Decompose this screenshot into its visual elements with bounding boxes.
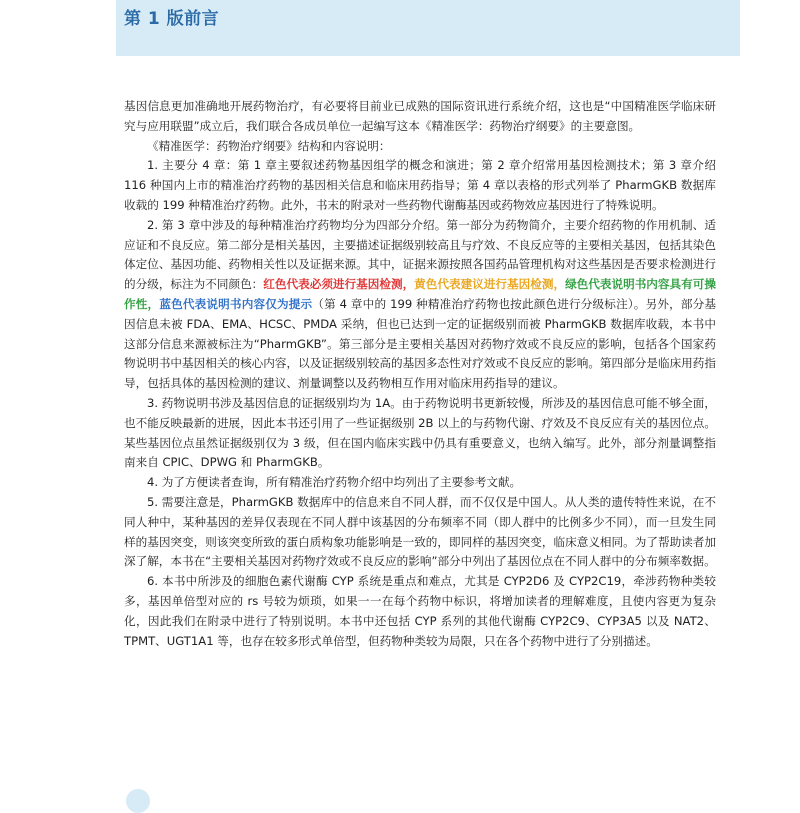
paragraph-item-4: 4. 为了方便读者查询，所有精准治疗药物介绍中均列出了主要参考文献。: [147, 475, 522, 490]
legend-red-text: 红色代表必须进行基因检测: [263, 277, 403, 292]
legend-sep-3: ，: [147, 296, 160, 311]
paragraph-item-6: 6. 本书中所涉及的细胞色素代谢酶 CYP 系统是重点和难点，尤其是 CYP2D6 及 CYP2C19，牵涉药物种类较多，基因单倍型对应的 rs 号较为烦琐，如果一一在每个药物中标识，将增加读者的理解难度，且使内容更为复杂化，因此我们在附录中进行了特别说明。本书中还包括 CYP 系列的其他代谢酶 CYP2C9、CYP3A5 以及 NAT2、TPMT、UGT1A1 等，也存在较多形式单倍型，但药物种类较为局限，只在各个药物中进行了分别描述。: [124, 574, 716, 648]
legend-green-text: 绿色代表说明书内容具有可操作性: [124, 277, 716, 311]
legend-sep-2: ，: [553, 277, 566, 292]
paragraph-item-1: 1. 主要分 4 章：第 1 章主要叙述药物基因组学的概念和演进；第 2 章介绍常用基因检测技术；第 3 章介绍 116 种国内上市的精准治疗药物的基因相关信息和临床用药指导；第 4 章以表格的形式列举了 PharmGKB 数据库收载的 199 种精准治疗药物。此外，书末的附录对一些药物代谢酶基因或药物效应基因进行了特殊说明。: [124, 158, 716, 212]
paragraph-item-2: [124, 216, 716, 394]
paragraph-intro: 基因信息更加准确地开展药物治疗，有必要将目前业已成熟的国际资讯进行系统介绍，这也是“中国精准医学临床研究与应用联盟”成立后，我们联合各成员单位一起编写这本《精准医学：药物治疗纲要》的主要意图。: [124, 99, 716, 133]
paragraph-item-5: 5. 需要注意是，PharmGKB 数据库中的信息来自不同人群，而不仅仅是中国人。从人类的遗传特性来说，在不同人种中，某种基因的差异仅表现在不同人群中该基因的分布频率不同（即人群中的比例多少不同），而一旦发生同样的基因突变，则该突变所致的蛋白质构象功能影响是一致的，即同样的基因突变，临床意义相同。为了帮助读者加深了解，本书在“主要相关基因对药物疗效或不良反应的影响”部分中列出了基因位点在不同人群中的分布频率数据。: [124, 494, 716, 569]
item-2-text-a: 2. 第 3 章中涉及的每种精准治疗药物均分为四部分介绍。第一部分为药物简介，主要介绍药物的作用机制、适应证和不良反应。第二部分是相关基因，主要描述证据级别较高且与疗效、不良反应等的主要相关基因，包括其染色体定位、基因功能、药物相关性以及证据来源。其中，证据来源按照各国药品管理机构对这些基因是否要求检测进行的分级，标注为不同颜色：: [124, 217, 716, 292]
page-title: 第 1 版前言: [124, 9, 220, 29]
legend-yellow-text: 黄色代表建议进行基因检测: [414, 277, 554, 292]
item-2-text-b: （第 4 章中的 199 种精准治疗药物也按此颜色进行分级标注）。另外，部分基因信息未被 FDA、EMA、HCSC、PMDA 采纳，但也已达到一定的证据级别而被 PharmGKB 数据库收载，本书中这部分信息来源被标注为“PharmGKB”。第三部分是主要相关基因对药物疗效或不良反应的影响，包括各个国家药物说明书中基因相关的核心内容，以及证据级别较高的基因多态性对疗效或不良反应的影响。第四部分是临床用药指导，包括具体的基因检测的建议、剂量调整以及药物相互作用对临床用药指导的建议。: [124, 296, 716, 391]
page-corner-decoration: [126, 789, 150, 813]
preface-body: [124, 97, 716, 651]
legend-blue-text: 蓝色代表说明书内容仅为提示: [159, 296, 313, 311]
legend-sep-1: ，: [402, 277, 415, 292]
paragraph-item-3: 3. 药物说明书涉及基因信息的证据级别均为 1A。由于药物说明书更新较慢，所涉及的基因信息可能不够全面，也不能反映最新的进展，因此本书还引用了一些证据级别 2B 以上的与药物代谢、疗效及不良反应有关的基因位点。某些基因位点虽然证据级别仅为 3 级，但在国内临床实践中仍具有重要意义，也纳入编写。此外，部分剂量调整指南来自 CPIC、DPWG 和 PharmGKB。: [124, 395, 716, 470]
paragraph-structure: 《精准医学：药物治疗纲要》结构和内容说明：: [147, 138, 391, 153]
